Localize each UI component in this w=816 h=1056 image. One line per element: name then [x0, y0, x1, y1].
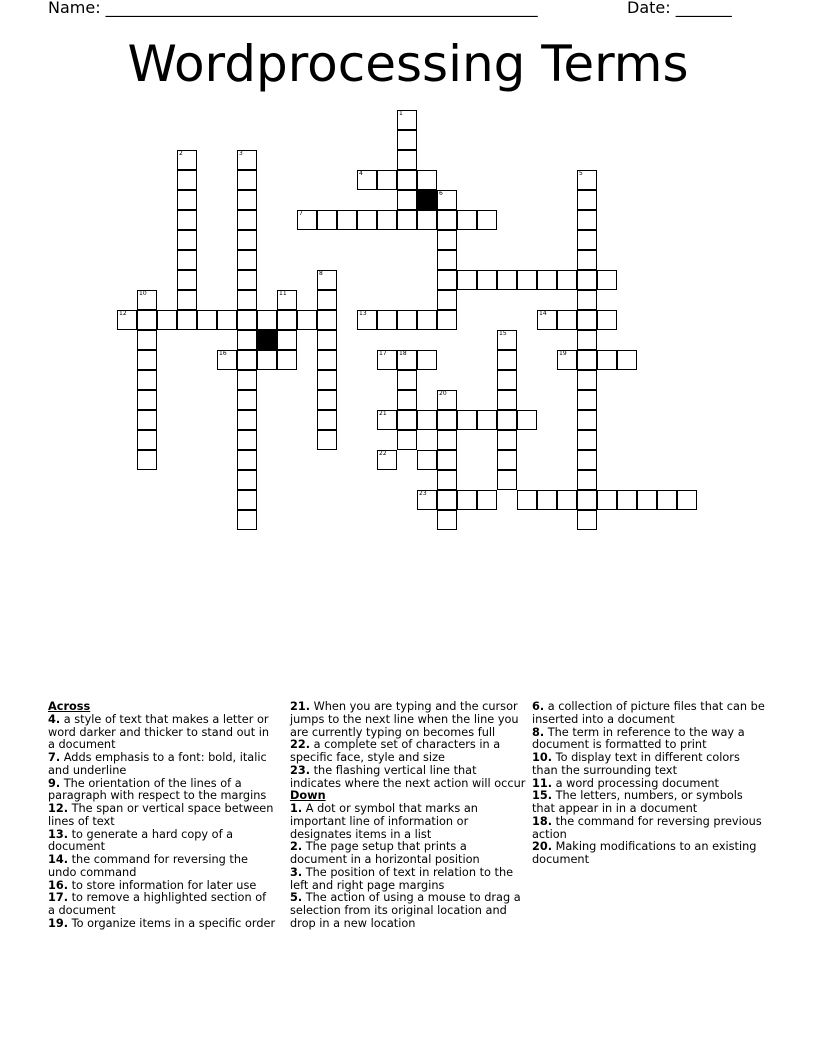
clue-number: 6: [439, 190, 443, 197]
clue-number: 4: [359, 170, 363, 177]
clue-item: [532, 752, 768, 778]
grid-cell[interactable]: [537, 270, 557, 290]
grid-cell[interactable]: [137, 390, 157, 410]
grid-cell[interactable]: [577, 510, 597, 530]
clue-item: [290, 841, 526, 867]
grid-cell[interactable]: [577, 370, 597, 390]
clue-item: [290, 739, 526, 765]
grid-cell[interactable]: [397, 430, 417, 450]
grid-cell[interactable]: [217, 310, 237, 330]
grid-cell[interactable]: [577, 250, 597, 270]
grid-cell[interactable]: [477, 270, 497, 290]
grid-cell[interactable]: [237, 150, 257, 170]
clues-column-2: [290, 701, 526, 931]
clue-item: [290, 867, 526, 893]
name-field-label: Name: ______________________________________________________: [48, 0, 538, 17]
grid-cell[interactable]: [397, 370, 417, 390]
grid-cell[interactable]: [237, 270, 257, 290]
grid-cell[interactable]: [257, 310, 277, 330]
grid-cell[interactable]: [137, 350, 157, 370]
grid-cell[interactable]: [317, 370, 337, 390]
grid-cell[interactable]: [537, 310, 557, 330]
clue-text: a word processing document: [552, 776, 719, 790]
grid-cell[interactable]: [437, 210, 457, 230]
clue-number-label: 14.: [48, 853, 69, 866]
grid-cell[interactable]: [317, 270, 337, 290]
down-clue-list: [290, 803, 526, 931]
clues-column-3: [532, 701, 768, 867]
grid-cell[interactable]: [437, 290, 457, 310]
clue-number-label: 22.: [290, 738, 311, 752]
grid-cell[interactable]: [117, 310, 137, 330]
grid-cell[interactable]: [357, 170, 377, 190]
grid-cell[interactable]: [157, 310, 177, 330]
grid-cell[interactable]: [577, 470, 597, 490]
clue-text: Adds emphasis to a font: bold, italic and underline: [48, 751, 267, 777]
grid-cell[interactable]: [237, 170, 257, 190]
grid-cell[interactable]: [517, 410, 537, 430]
clue-number: 17: [379, 350, 387, 357]
grid-cell[interactable]: [557, 490, 577, 510]
grid-cell[interactable]: [377, 450, 397, 470]
clue-number: 1: [399, 110, 403, 117]
clue-item: [532, 790, 768, 816]
grid-cell[interactable]: [457, 210, 477, 230]
grid-cell[interactable]: [237, 210, 257, 230]
clue-number: 3: [239, 150, 243, 157]
grid-cell[interactable]: [437, 410, 457, 430]
grid-cell[interactable]: [677, 490, 697, 510]
grid-cell[interactable]: [477, 410, 497, 430]
clue-text: a collection of picture files that can be inserted into a document: [532, 700, 765, 726]
across-clue-list-continued: [290, 701, 526, 790]
grid-cell[interactable]: [577, 390, 597, 410]
grid-cell[interactable]: [577, 190, 597, 210]
clue-number-label: 23.: [290, 763, 311, 777]
grid-cell[interactable]: [497, 350, 517, 370]
grid-cell[interactable]: [317, 390, 337, 410]
clue-text: the flashing vertical line that indicates where the next action will occur: [290, 763, 526, 790]
clue-text: the command for reversing the undo command: [48, 853, 248, 879]
grid-cell[interactable]: [497, 390, 517, 410]
clue-number-label: 21.: [290, 700, 311, 713]
grid-cell[interactable]: [177, 170, 197, 190]
grid-cell[interactable]: [437, 490, 457, 510]
grid-cell[interactable]: [397, 350, 417, 370]
grid-cell[interactable]: [237, 450, 257, 470]
grid-cell[interactable]: [137, 310, 157, 330]
clue-number-label: 11.: [532, 776, 553, 790]
clue-number: 13: [359, 310, 367, 317]
grid-cell[interactable]: [397, 170, 417, 190]
clue-number-label: 8.: [532, 725, 545, 739]
clue-number-label: 20.: [532, 840, 553, 854]
clue-item: [290, 803, 526, 841]
grid-cell[interactable]: [577, 430, 597, 450]
clue-number: 7: [299, 210, 303, 217]
grid-cell[interactable]: [597, 350, 617, 370]
clue-text: The action of using a mouse to drag a selection from its original location and drop in a new location: [290, 891, 521, 930]
grid-cell[interactable]: [357, 210, 377, 230]
clue-item: [290, 765, 526, 791]
clue-text: The term in reference to the way a document is formatted to print: [532, 725, 745, 752]
grid-cell[interactable]: [597, 270, 617, 290]
grid-cell[interactable]: [497, 430, 517, 450]
clue-text: Making modifications to an existing document: [532, 840, 757, 866]
grid-cell[interactable]: [397, 190, 417, 210]
grid-cell[interactable]: [397, 390, 417, 410]
grid-cell[interactable]: [397, 150, 417, 170]
grid-cell[interactable]: [457, 270, 477, 290]
grid-cell[interactable]: [577, 230, 597, 250]
grid-cell[interactable]: [437, 230, 457, 250]
clue-number-label: 19.: [48, 916, 69, 930]
grid-cell[interactable]: [317, 310, 337, 330]
clue-number-label: 3.: [290, 865, 303, 879]
clue-number: 19: [559, 350, 567, 357]
grid-cell[interactable]: [297, 310, 317, 330]
clue-text: The orientation of the lines of a paragraph with respect to the margins: [48, 776, 267, 803]
clue-item: [48, 892, 276, 918]
grid-cell[interactable]: [397, 210, 417, 230]
grid-cell[interactable]: [237, 410, 257, 430]
clue-text: The span or vertical space between lines of text: [48, 802, 274, 828]
clue-number-label: 4.: [48, 712, 61, 726]
clue-number-label: 16.: [48, 878, 69, 892]
grid-cell[interactable]: [277, 330, 297, 350]
grid-cell[interactable]: [137, 410, 157, 430]
clue-item: [48, 918, 276, 931]
page-title: Wordprocessing Terms: [127, 35, 689, 93]
clue-item: [48, 854, 276, 880]
grid-cell[interactable]: [437, 270, 457, 290]
clue-number-label: 10.: [532, 751, 553, 764]
clue-number: 5: [579, 170, 583, 177]
grid-cell[interactable]: [617, 350, 637, 370]
grid-cell[interactable]: [577, 330, 597, 350]
clue-number: 11: [279, 290, 287, 297]
clue-number: 14: [539, 310, 547, 317]
grid-cell[interactable]: [417, 490, 437, 510]
grid-cell[interactable]: [397, 110, 417, 130]
grid-cell[interactable]: [237, 490, 257, 510]
grid-cell[interactable]: [497, 450, 517, 470]
clue-number: 15: [499, 330, 507, 337]
clue-number: 21: [379, 410, 387, 417]
clue-item: [290, 701, 526, 739]
grid-cell[interactable]: [137, 370, 157, 390]
grid-cell[interactable]: [137, 330, 157, 350]
grid-cell[interactable]: [137, 290, 157, 310]
grid-cell[interactable]: [557, 270, 577, 290]
grid-cell[interactable]: [577, 310, 597, 330]
grid-cell[interactable]: [477, 490, 497, 510]
clues-column-1: [48, 701, 276, 931]
clue-number: 8: [319, 270, 323, 277]
clue-text: to generate a hard copy of a document: [48, 827, 234, 854]
grid-cell[interactable]: [237, 370, 257, 390]
grid-cell[interactable]: [237, 230, 257, 250]
grid-cell[interactable]: [277, 290, 297, 310]
clue-number: 20: [439, 390, 447, 397]
grid-cell[interactable]: [177, 250, 197, 270]
grid-cell[interactable]: [417, 350, 437, 370]
grid-cell[interactable]: [537, 490, 557, 510]
grid-cell[interactable]: [317, 410, 337, 430]
grid-cell[interactable]: [237, 330, 257, 350]
grid-cell[interactable]: [377, 210, 397, 230]
grid-cell[interactable]: [417, 410, 437, 430]
grid-cell[interactable]: [577, 490, 597, 510]
grid-cell[interactable]: [437, 430, 457, 450]
clue-text: to store information for later use: [68, 878, 257, 892]
clue-item: [48, 803, 276, 829]
clue-number: 23: [419, 490, 427, 497]
grid-cell[interactable]: [517, 270, 537, 290]
grid-cell[interactable]: [237, 290, 257, 310]
grid-cell[interactable]: [217, 350, 237, 370]
clue-item: [532, 841, 768, 867]
grid-cell[interactable]: [237, 470, 257, 490]
grid-cell[interactable]: [577, 170, 597, 190]
clue-text: to remove a highlighted section of a document: [48, 891, 267, 917]
clue-text: To organize items in a specific order: [68, 916, 276, 930]
clue-text: The letters, numbers, or symbols that appear in in a document: [532, 789, 743, 815]
date-field-label: Date: _______: [627, 0, 732, 17]
grid-cell[interactable]: [637, 490, 657, 510]
grid-cell[interactable]: [377, 310, 397, 330]
grid-cell[interactable]: [497, 410, 517, 430]
grid-cell[interactable]: [597, 310, 617, 330]
clue-item: [48, 778, 276, 804]
grid-cell[interactable]: [437, 390, 457, 410]
down-heading: Down: [290, 789, 326, 803]
grid-cell[interactable]: [577, 290, 597, 310]
grid-cell[interactable]: [137, 430, 157, 450]
clue-text: A dot or symbol that marks an important line of information or designates items in a list: [290, 802, 478, 841]
clue-number-label: 9.: [48, 776, 61, 790]
grid-cell[interactable]: [437, 310, 457, 330]
grid-cell[interactable]: [457, 410, 477, 430]
clue-number-label: 18.: [532, 814, 553, 828]
grid-cell[interactable]: [417, 210, 437, 230]
grid-cell[interactable]: [437, 250, 457, 270]
grid-cell[interactable]: [237, 350, 257, 370]
grid-cell[interactable]: [397, 410, 417, 430]
grid-cell[interactable]: [317, 290, 337, 310]
clue-item: [48, 714, 276, 752]
clue-text: The position of text in relation to the left and right page margins: [290, 865, 514, 892]
across-heading: Across: [48, 700, 91, 713]
grid-cell[interactable]: [177, 150, 197, 170]
clue-number-label: 2.: [290, 840, 303, 854]
clue-item: [290, 892, 526, 930]
grid-cell[interactable]: [657, 490, 677, 510]
grid-cell[interactable]: [437, 510, 457, 530]
grid-cell[interactable]: [357, 310, 377, 330]
clue-number: 22: [379, 450, 387, 457]
grid-cell[interactable]: [377, 350, 397, 370]
grid-cell[interactable]: [237, 510, 257, 530]
grid-cell[interactable]: [577, 450, 597, 470]
clue-item: [48, 829, 276, 855]
clue-number: 12: [119, 310, 127, 317]
clue-number-label: 17.: [48, 891, 69, 905]
clue-item: [532, 727, 768, 753]
grid-cell[interactable]: [577, 350, 597, 370]
clue-text: The page setup that prints a document in a horizontal position: [290, 840, 480, 866]
clue-number: 16: [219, 350, 227, 357]
grid-cell[interactable]: [177, 310, 197, 330]
clue-text: a style of text that makes a letter or word darker and thicker to stand out in a document: [48, 712, 270, 752]
grid-cell[interactable]: [397, 310, 417, 330]
grid-cell[interactable]: [317, 350, 337, 370]
grid-cell[interactable]: [337, 210, 357, 230]
grid-cell[interactable]: [517, 490, 537, 510]
grid-cell[interactable]: [497, 330, 517, 350]
grid-cell[interactable]: [237, 310, 257, 330]
grid-cell[interactable]: [237, 390, 257, 410]
clue-number-label: 1.: [290, 802, 303, 815]
grid-cell[interactable]: [477, 210, 497, 230]
clue-number-label: 12.: [48, 802, 69, 815]
grid-cell[interactable]: [197, 310, 217, 330]
grid-cell[interactable]: [177, 290, 197, 310]
grid-cell[interactable]: [277, 350, 297, 370]
grid-cell[interactable]: [317, 430, 337, 450]
clue-item: [48, 752, 276, 778]
grid-cell[interactable]: [417, 310, 437, 330]
clue-number: 18: [399, 350, 407, 357]
clue-number-label: 6.: [532, 700, 545, 713]
clue-text: the command for reversing previous action: [532, 814, 762, 841]
grid-cell[interactable]: [577, 210, 597, 230]
grid-cell[interactable]: [237, 250, 257, 270]
clue-text: To display text in different colors than the surrounding text: [532, 751, 740, 777]
clue-text: When you are typing and the cursor jumps to the next line when the line you are currently typing on becomes full: [290, 700, 519, 739]
grid-cell[interactable]: [577, 410, 597, 430]
grid-cell[interactable]: [557, 310, 577, 330]
grid-cell[interactable]: [457, 490, 477, 510]
grid-cell[interactable]: [557, 350, 577, 370]
clue-number: 2: [179, 150, 183, 157]
grid-cell[interactable]: [377, 170, 397, 190]
clue-item: [532, 816, 768, 842]
grid-cell[interactable]: [437, 470, 457, 490]
grid-cell[interactable]: [137, 450, 157, 470]
grid-cell[interactable]: [277, 310, 297, 330]
clue-item: [532, 701, 768, 727]
clue-number-label: 7.: [48, 751, 61, 764]
black-cell: [257, 330, 277, 350]
down-clue-list-continued: [532, 701, 768, 867]
grid-cell[interactable]: [497, 270, 517, 290]
grid-cell[interactable]: [497, 470, 517, 490]
clue-number-label: 5.: [290, 891, 303, 905]
grid-cell[interactable]: [397, 130, 417, 150]
grid-cell[interactable]: [417, 170, 437, 190]
grid-cell[interactable]: [177, 190, 197, 210]
grid-cell[interactable]: [437, 450, 457, 470]
grid-cell[interactable]: [177, 270, 197, 290]
clue-number-label: 13.: [48, 827, 69, 841]
grid-cell[interactable]: [617, 490, 637, 510]
grid-cell[interactable]: [317, 210, 337, 230]
grid-cell[interactable]: [177, 210, 197, 230]
grid-cell[interactable]: [417, 450, 437, 470]
clue-number-label: 15.: [532, 789, 553, 803]
grid-cell[interactable]: [257, 350, 277, 370]
grid-cell[interactable]: [437, 190, 457, 210]
grid-cell[interactable]: [597, 490, 617, 510]
grid-cell[interactable]: [317, 330, 337, 350]
grid-cell[interactable]: [577, 270, 597, 290]
clue-text: a complete set of characters in a specific face, style and size: [290, 738, 501, 764]
grid-cell[interactable]: [377, 410, 397, 430]
grid-cell[interactable]: [237, 430, 257, 450]
grid-cell[interactable]: [297, 210, 317, 230]
grid-cell[interactable]: [497, 370, 517, 390]
grid-cell[interactable]: [177, 230, 197, 250]
grid-cell[interactable]: [237, 190, 257, 210]
clue-number: 10: [139, 290, 147, 297]
across-clue-list: [48, 714, 276, 931]
black-cell: [417, 190, 437, 210]
